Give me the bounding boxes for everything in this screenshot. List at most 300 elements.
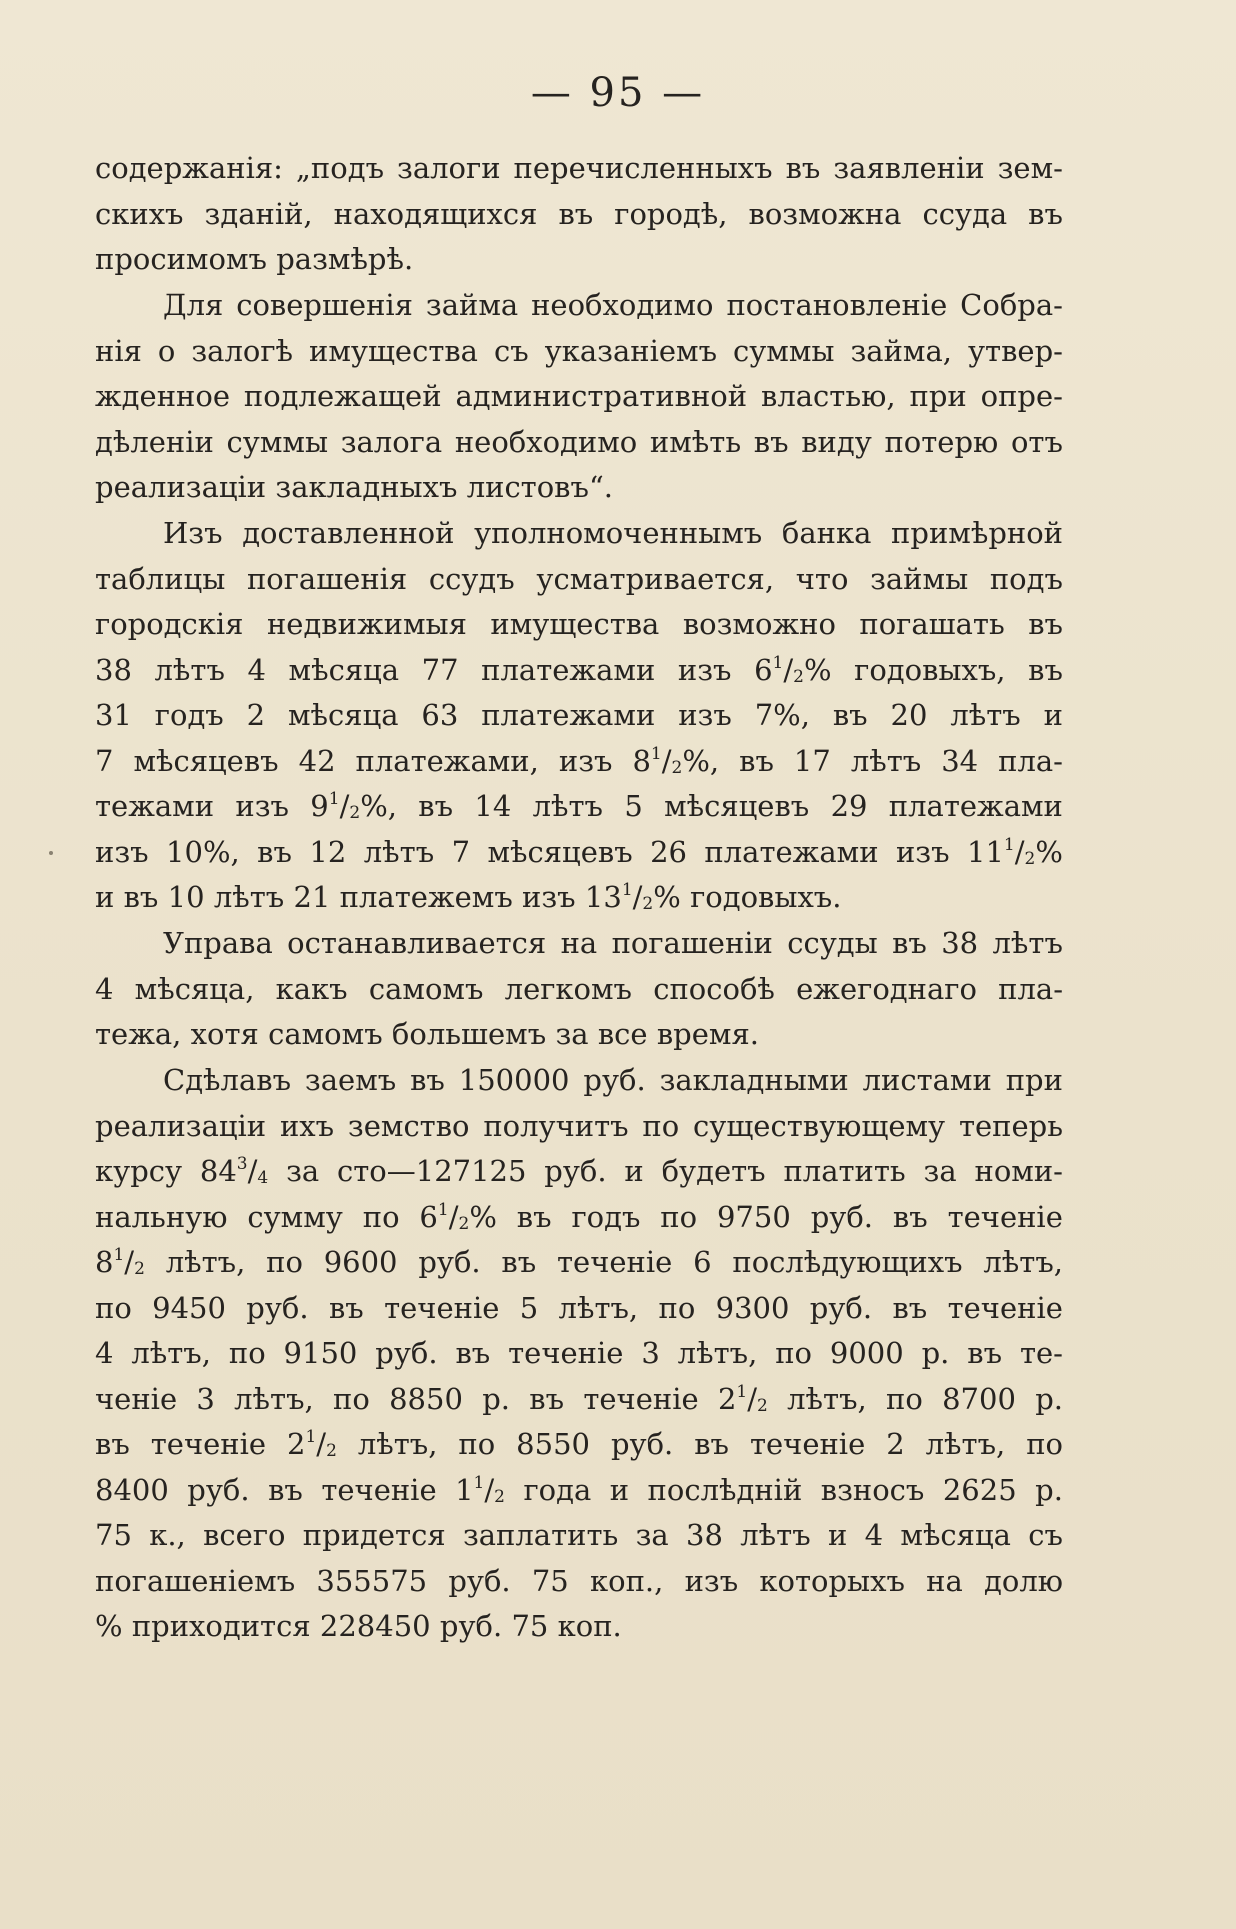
word: ченіе xyxy=(95,1381,178,1416)
word: Сдѣлавъ xyxy=(163,1063,292,1097)
word: ссуда xyxy=(922,196,1008,231)
text-line xyxy=(95,1149,1063,1195)
word: возможна xyxy=(748,196,902,231)
word: лѣтъ, xyxy=(925,1427,1006,1461)
text-line xyxy=(95,875,1063,921)
text-line xyxy=(95,237,1063,283)
word: платежами xyxy=(481,652,656,687)
word: долю xyxy=(984,1563,1063,1598)
word: 4 xyxy=(95,1336,114,1370)
word: съ xyxy=(1028,1518,1063,1552)
word: руб. xyxy=(583,1063,646,1097)
word: 34 xyxy=(941,743,979,778)
word: содержанія: xyxy=(95,151,283,185)
word: лѣтъ, xyxy=(558,1290,639,1325)
word: ссуды xyxy=(787,926,878,960)
word: годъ xyxy=(571,1199,641,1234)
word: земство xyxy=(347,1108,470,1143)
word: 9150 xyxy=(283,1336,358,1370)
word: и xyxy=(827,1518,848,1552)
word: 9600 xyxy=(323,1245,398,1279)
word: лѣтъ, xyxy=(131,1336,211,1370)
word: совершенія xyxy=(236,288,413,322)
word: 8400 xyxy=(95,1472,169,1507)
word: изъ xyxy=(677,652,732,687)
word: изъ xyxy=(684,1563,739,1598)
word: платежами xyxy=(704,834,879,869)
word: при xyxy=(909,379,967,413)
text-line xyxy=(95,1422,1063,1468)
word: 9450 xyxy=(152,1290,226,1325)
word: 7 xyxy=(95,743,114,778)
word: останавливается xyxy=(287,926,547,960)
word: все xyxy=(597,1017,648,1051)
word: по xyxy=(660,1199,698,1234)
word: $8^1/_2$ xyxy=(95,1245,145,1279)
word: $2^1/_2$ xyxy=(287,1427,337,1461)
text-line xyxy=(95,1104,1063,1150)
word: послѣдній xyxy=(647,1472,803,1507)
word: годъ xyxy=(154,698,224,732)
word: 38 xyxy=(686,1518,723,1552)
word: 7%, xyxy=(754,698,810,732)
word: курсу xyxy=(95,1154,183,1188)
word: административной xyxy=(455,379,748,413)
word: реализаціи xyxy=(95,470,267,504)
word: получитъ xyxy=(483,1108,629,1143)
text-line xyxy=(95,921,1063,967)
word: теченіе xyxy=(321,1472,437,1507)
word: по xyxy=(642,1108,680,1143)
page-number: — 95 — xyxy=(530,70,706,116)
word: самомъ xyxy=(268,1017,383,1051)
word: придется xyxy=(302,1518,446,1552)
word: имущества xyxy=(490,607,660,641)
word: лѣтъ, xyxy=(357,1427,438,1461)
word: $13^1/_2\%$ xyxy=(584,880,681,914)
text-line xyxy=(95,1286,1063,1332)
word: мѣсяца xyxy=(288,652,400,687)
word: заявленіи xyxy=(833,151,985,185)
word: утвер- xyxy=(967,333,1063,368)
word: будетъ xyxy=(661,1154,766,1188)
word: мѣсяцевъ xyxy=(133,743,279,778)
word: и xyxy=(1043,698,1063,732)
word: нія xyxy=(95,333,142,368)
word: суммы xyxy=(733,333,835,368)
word: сто—127125 xyxy=(337,1154,527,1188)
word: дѣленіи xyxy=(95,424,214,459)
word: суммы xyxy=(226,424,329,459)
paragraph-3 xyxy=(95,511,1063,921)
word: жденное xyxy=(95,379,230,413)
word: 4 xyxy=(95,971,114,1006)
word: по xyxy=(95,1290,132,1325)
paragraph-2 xyxy=(95,283,1063,511)
word: въ xyxy=(95,1427,130,1461)
word: теченіе xyxy=(749,1427,866,1461)
word: въ xyxy=(328,1290,364,1325)
word: 63 xyxy=(421,698,459,732)
word: 29 xyxy=(830,789,868,823)
word: 38 xyxy=(95,652,132,687)
word: лѣтъ, xyxy=(165,1245,246,1279)
word: лѣтъ xyxy=(950,698,1021,732)
text-line xyxy=(95,1240,1063,1286)
word: 17 xyxy=(793,743,831,778)
word: теченіе xyxy=(384,1290,500,1325)
text-line xyxy=(95,192,1063,238)
word: недвижимыя xyxy=(266,607,467,641)
word: руб. xyxy=(439,1609,503,1643)
word: лѣтъ, xyxy=(787,1381,867,1416)
word: „подъ xyxy=(295,151,385,185)
word: пла- xyxy=(998,971,1063,1006)
word: скихъ xyxy=(95,196,184,231)
word: $6^1/_2\%$ xyxy=(754,652,832,687)
body-text xyxy=(95,146,1063,1650)
word: 5 xyxy=(519,1290,539,1325)
text-line xyxy=(95,1513,1063,1559)
word: какъ xyxy=(275,971,348,1006)
word: тежами xyxy=(95,789,215,823)
word: Управа xyxy=(163,926,273,960)
word: закладныхъ xyxy=(275,470,458,504)
word: въ xyxy=(785,151,821,185)
word: пла- xyxy=(998,743,1063,778)
word: зданій, xyxy=(204,196,313,231)
word: большемъ xyxy=(391,1017,547,1051)
word: лѣтъ xyxy=(992,926,1063,960)
word: погашеніемъ xyxy=(95,1563,296,1598)
word: за xyxy=(286,1154,320,1188)
word: лѣтъ, xyxy=(983,1245,1063,1279)
word: 3 xyxy=(641,1336,660,1370)
word: 228450 xyxy=(319,1609,431,1643)
text-line xyxy=(95,693,1063,739)
word: въ xyxy=(123,880,159,914)
word: и xyxy=(624,1154,644,1188)
word: по xyxy=(228,1336,266,1370)
paragraph-5 xyxy=(95,1058,1063,1650)
word: которыхъ xyxy=(759,1563,905,1598)
word: и xyxy=(609,1472,630,1507)
word: по xyxy=(658,1290,696,1325)
word: мѣсяца xyxy=(900,1518,1011,1552)
word: въ xyxy=(268,1472,303,1507)
word: по xyxy=(362,1199,400,1234)
word: въ xyxy=(892,1290,928,1325)
word: 9750 xyxy=(716,1199,791,1234)
word: подъ xyxy=(989,561,1063,596)
word: займы xyxy=(870,561,969,596)
word: ежегоднаго xyxy=(796,971,977,1006)
word: 21 xyxy=(293,880,331,914)
word: руб. xyxy=(544,1154,607,1188)
word: р. xyxy=(921,1336,950,1370)
word: $11^1/_2\%$ xyxy=(967,834,1063,869)
word: теченіе xyxy=(557,1245,673,1279)
word: доставленной xyxy=(242,516,455,550)
word: 8850 xyxy=(389,1381,463,1416)
word: городѣ, xyxy=(614,196,728,231)
word: подлежащей xyxy=(243,379,442,413)
word: просимомъ xyxy=(95,242,267,276)
word: изъ xyxy=(522,880,576,914)
word: по xyxy=(333,1381,370,1416)
word: погашеніи xyxy=(611,926,773,960)
word: на xyxy=(560,926,598,960)
word: теперь xyxy=(958,1108,1063,1143)
word: платежами xyxy=(888,789,1063,823)
word: отъ xyxy=(1010,424,1063,459)
word: 38 xyxy=(941,926,979,960)
word: 75 xyxy=(531,1563,569,1598)
word: заплатить xyxy=(462,1518,619,1552)
word: изъ xyxy=(95,834,149,869)
word: находящихся xyxy=(333,196,538,231)
word: платить xyxy=(783,1154,906,1188)
text-line xyxy=(95,420,1063,466)
word: за xyxy=(555,1017,589,1051)
word: 5 xyxy=(624,789,643,823)
text-line xyxy=(95,511,1063,557)
text-line xyxy=(95,1377,1063,1423)
word: хотя xyxy=(190,1017,259,1051)
text-line xyxy=(95,1559,1063,1605)
word: лѣтъ xyxy=(154,652,225,687)
word: лѣтъ, xyxy=(677,1336,758,1370)
word: о xyxy=(157,333,176,368)
word: руб. xyxy=(246,1290,309,1325)
word: 10 xyxy=(167,880,205,914)
word: въ xyxy=(501,1245,537,1279)
word: за xyxy=(635,1518,669,1552)
word: и xyxy=(95,880,115,914)
word: необходимо xyxy=(531,288,714,322)
word: мѣсяцевъ xyxy=(487,834,633,869)
word: 9000 xyxy=(829,1336,904,1370)
word: по xyxy=(886,1381,923,1416)
word: въ xyxy=(1028,196,1063,231)
word: 355575 xyxy=(316,1563,428,1598)
word: зем- xyxy=(997,151,1063,185)
word: по xyxy=(775,1336,812,1370)
word: теченіе xyxy=(150,1427,267,1461)
word: въ xyxy=(529,1381,565,1416)
word: теченіе xyxy=(947,1199,1063,1234)
word: залогѣ xyxy=(191,333,294,368)
word: годовыхъ. xyxy=(690,880,842,914)
word: по xyxy=(1026,1427,1063,1461)
word: городскія xyxy=(95,607,244,641)
text-line xyxy=(95,146,1063,192)
word: имѣть xyxy=(649,424,742,459)
word: существующему xyxy=(693,1108,946,1143)
word: 8550 xyxy=(516,1427,590,1461)
word: руб. xyxy=(809,1290,873,1325)
word: $2^1/_2$ xyxy=(717,1381,768,1416)
text-line xyxy=(95,739,1063,785)
word: въ xyxy=(892,926,927,960)
word: на xyxy=(926,1563,963,1598)
word: 75 xyxy=(95,1518,132,1552)
word: въ xyxy=(558,196,594,231)
word: Собра- xyxy=(960,288,1063,322)
word: съ xyxy=(493,333,529,368)
word: 7 xyxy=(451,834,471,869)
word: возможно xyxy=(682,607,836,641)
word: 10%, xyxy=(166,834,240,869)
text-line xyxy=(95,784,1063,830)
word: 4 xyxy=(247,652,266,687)
text-line xyxy=(95,329,1063,375)
word: въ xyxy=(1028,652,1063,687)
text-line xyxy=(95,1604,1063,1650)
word: время. xyxy=(656,1017,759,1051)
text-line xyxy=(95,1195,1063,1241)
word: лѣтъ xyxy=(213,880,285,914)
word: ссудъ xyxy=(428,561,515,596)
word: въ xyxy=(516,1199,552,1234)
word: лѣтъ, xyxy=(234,1381,314,1416)
word: необходимо xyxy=(454,424,638,459)
word: листами xyxy=(862,1063,992,1097)
word: $6^1/_2\%$ xyxy=(419,1199,497,1234)
word: потерю xyxy=(884,424,999,459)
word: погашенія xyxy=(246,561,408,596)
word: 2 xyxy=(886,1427,905,1461)
word: въ xyxy=(832,698,868,732)
word: $9^1/_2\%$, xyxy=(310,789,397,823)
word: р. xyxy=(482,1381,510,1416)
word: Изъ xyxy=(163,516,223,550)
word: руб. xyxy=(810,1199,873,1234)
text-line xyxy=(95,1058,1063,1104)
text-line xyxy=(95,830,1063,876)
word: 4 xyxy=(864,1518,884,1552)
word: платежами xyxy=(481,698,656,732)
word: залога xyxy=(340,424,443,459)
word: въ xyxy=(753,424,789,459)
word: 8700 xyxy=(942,1381,1016,1416)
word: имущества xyxy=(309,333,478,368)
word: р. xyxy=(1035,1472,1063,1507)
word: 20 xyxy=(890,698,928,732)
word: 6 xyxy=(693,1245,712,1279)
word: коп., xyxy=(589,1563,664,1598)
word: закладными xyxy=(659,1063,849,1097)
word: послѣдующихъ xyxy=(732,1245,963,1279)
text-line xyxy=(95,374,1063,420)
text-line xyxy=(95,1012,1063,1058)
word: опре- xyxy=(980,379,1063,413)
word: теченіе xyxy=(947,1290,1063,1325)
word: по xyxy=(266,1245,303,1279)
word: руб. xyxy=(448,1563,511,1598)
word: $1^1/_2$ xyxy=(455,1472,505,1507)
word: года xyxy=(523,1472,592,1507)
word: 31 xyxy=(95,698,132,732)
word: приходится xyxy=(131,1609,311,1643)
word: 12 xyxy=(309,834,347,869)
word: лѣтъ xyxy=(850,743,922,778)
word: руб. xyxy=(187,1472,250,1507)
word: самомъ xyxy=(368,971,484,1006)
word: въ xyxy=(967,1336,1003,1370)
word: въ xyxy=(455,1336,491,1370)
word: сумму xyxy=(247,1199,343,1234)
word: что xyxy=(795,561,849,596)
word: изъ xyxy=(235,789,289,823)
text-line xyxy=(95,557,1063,603)
word: теченіе xyxy=(583,1381,699,1416)
word: въ xyxy=(257,834,292,869)
word: виду xyxy=(801,424,872,459)
word: платежами, xyxy=(355,743,539,778)
word: изъ xyxy=(558,743,613,778)
word: руб. xyxy=(418,1245,481,1279)
word: указаніемъ xyxy=(544,333,718,368)
word: $8^1/_2\%$, xyxy=(632,743,720,778)
word: таблицы xyxy=(95,561,226,596)
word: мѣсяца xyxy=(288,698,399,732)
word: лѣтъ xyxy=(740,1518,811,1552)
word: усматривается, xyxy=(536,561,775,596)
word: реализаціи xyxy=(95,1108,267,1143)
word: номи- xyxy=(974,1154,1063,1188)
word: листовъ“. xyxy=(466,470,614,504)
word: тежа, xyxy=(95,1017,182,1051)
word: руб. xyxy=(375,1336,438,1370)
word: въ xyxy=(694,1427,729,1461)
word: ихъ xyxy=(279,1108,335,1143)
word: въ xyxy=(410,1063,445,1097)
word: 26 xyxy=(650,834,687,869)
word: коп. xyxy=(557,1609,622,1643)
word: к., xyxy=(149,1518,186,1552)
word: изъ xyxy=(895,834,950,869)
word: руб. xyxy=(610,1427,674,1461)
word: 14 xyxy=(474,789,512,823)
text-line xyxy=(95,648,1063,694)
word: за xyxy=(923,1154,957,1188)
margin-dot xyxy=(49,851,53,855)
text-line xyxy=(95,465,1063,511)
word: нальную xyxy=(95,1199,228,1234)
word: залоги xyxy=(397,151,501,185)
word: 2 xyxy=(246,698,266,732)
word: легкомъ xyxy=(504,971,633,1006)
text-line xyxy=(95,1468,1063,1514)
word: въ xyxy=(892,1199,928,1234)
word: размѣрѣ. xyxy=(276,242,414,276)
word: мѣсяцевъ xyxy=(664,789,810,823)
word: властью, xyxy=(761,379,896,413)
word: способѣ xyxy=(653,971,775,1006)
word: 42 xyxy=(298,743,336,778)
word: теченіе xyxy=(508,1336,624,1370)
word: займа xyxy=(425,288,519,322)
text-line xyxy=(95,602,1063,648)
word: погашать xyxy=(859,607,1005,641)
word: заемъ xyxy=(304,1063,397,1097)
word: годовыхъ, xyxy=(854,652,1006,687)
word: перечисленныхъ xyxy=(513,151,773,185)
text-line xyxy=(95,967,1063,1013)
word: $84^3/_4$ xyxy=(199,1154,269,1188)
text-line xyxy=(95,1331,1063,1377)
